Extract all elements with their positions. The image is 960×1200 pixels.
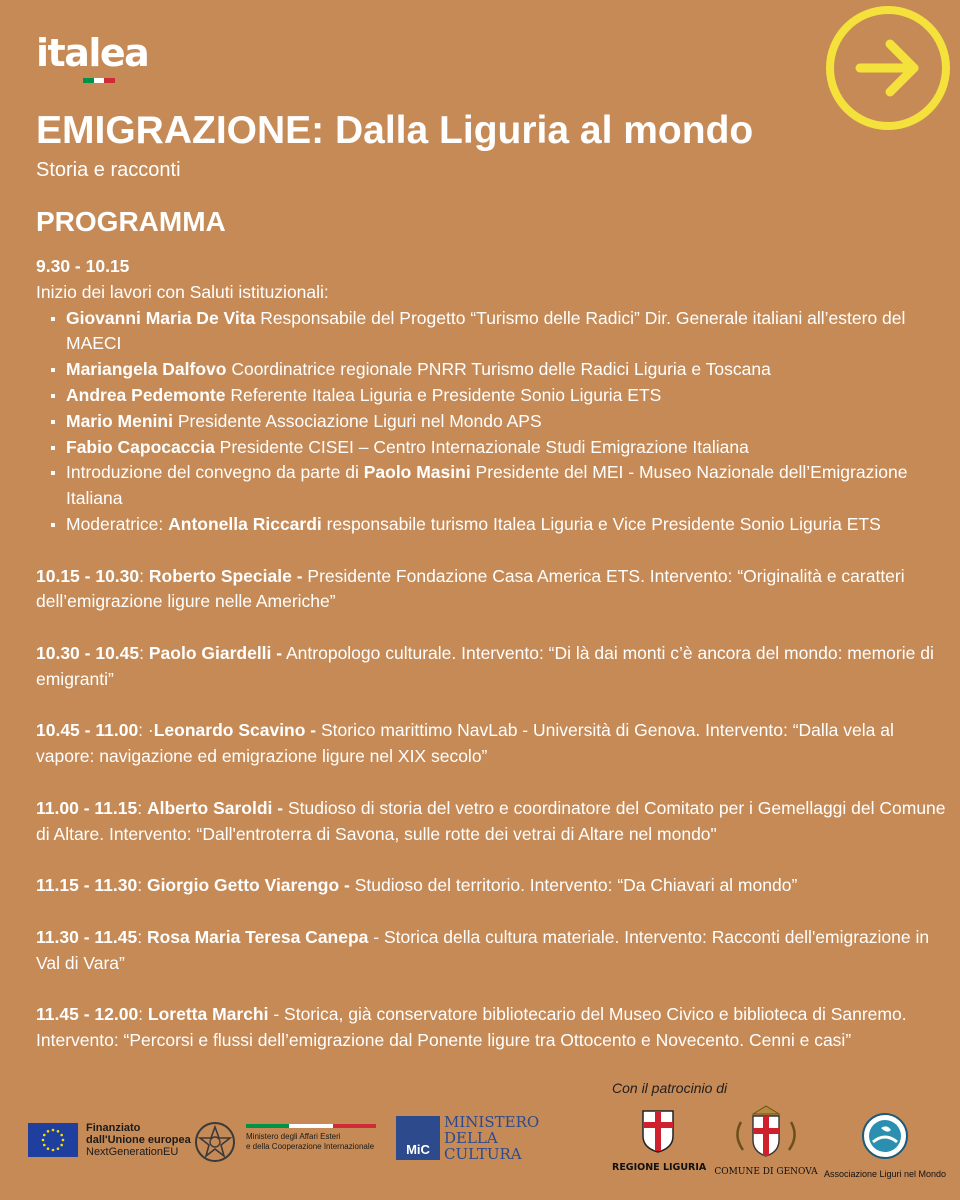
- session-time: 11.15 - 11.30: [36, 875, 138, 896]
- speaker-name: Fabio Capocaccia: [66, 436, 215, 457]
- speaker-name: Paolo Giardelli -: [148, 642, 283, 663]
- comune-genova-logo: [711, 1102, 821, 1177]
- session-entry: 11.30 - 11.45: Rosa Maria Teresa Canepa - Storica della cultura materiale. Intervento: Racconti dell'emigrazione in Val di Vara”: [36, 926, 930, 973]
- list-item: Moderatrice: Antonella Riccardi responsabile turismo Italea Liguria e Vice Presidente Sonio Liguria ETS: [36, 512, 952, 538]
- eu-flag-icon: [28, 1123, 78, 1157]
- list-item: Andrea Pedemonte Referente Italea Liguria e Presidente Sonio Liguria ETS: [36, 383, 952, 409]
- regione-label: REGIONE LIGURIA: [612, 1162, 707, 1173]
- page-subtitle: Storia e racconti: [36, 159, 181, 181]
- speaker-name: Mariangela Dalfovo: [66, 359, 227, 380]
- mic-logo: [396, 1114, 539, 1162]
- mic-text: MINISTERO DELLA CULTURA: [444, 1113, 540, 1163]
- speaker-name: Giorgio Getto Viarengo -: [146, 875, 350, 896]
- list-item: Fabio Capocaccia Presidente CISEI – Centro Internazionale Studi Emigrazione Italiana: [36, 435, 952, 461]
- list-item: Giovanni Maria De Vita Responsabile del Progetto “Turismo delle Radici” Dir. Generale italiani all’estero del MAECI: [36, 306, 952, 358]
- session-entry: 10.30 - 10.45: Paolo Giardelli - Antropologo culturale. Intervento: “Di là dai monti c’è ancora del mondo: memorie di emigranti”: [36, 642, 934, 689]
- list-item: Introduzione del convegno da parte di Paolo Masini Presidente del MEI - Museo Nazionale dell’Emigrazione Italiana: [36, 460, 952, 512]
- session-time: 11.45 - 12.00: [36, 1004, 139, 1025]
- session-time: 10.30 - 10.45: [36, 642, 140, 663]
- maeci-text: Ministero degli Affari Esteri e della Cooperazione Internazionale: [246, 1132, 375, 1151]
- speaker-name: Roberto Speciale -: [148, 565, 303, 586]
- opening-list: [36, 306, 952, 538]
- speaker-name: Andrea Pedemonte: [66, 384, 226, 405]
- regione-liguria-logo: [612, 1108, 707, 1173]
- speaker-name: Loretta Marchi: [147, 1004, 269, 1025]
- liguri-label: Associazione Liguri nel Mondo: [823, 1169, 947, 1179]
- opening-intro: Inizio dei lavori con Saluti istituzionali:: [36, 281, 329, 302]
- session-time: 11.30 - 11.45: [36, 926, 138, 947]
- italian-flag-icon: [83, 78, 115, 83]
- list-item: Mariangela Dalfovo Coordinatrice regionale PNRR Turismo delle Radici Liguria e Toscana: [36, 357, 952, 383]
- session-entry: 11.00 - 11.15: Alberto Saroldi - Studioso di storia del vetro e coordinatore del Comitato per i Gemellaggi del Comune di Altare. Intervento: “Dall'entroterra di Savona, sulle rotte dei vetrai di Altare nel mondo": [36, 797, 946, 844]
- mic-badge: MiC: [396, 1116, 440, 1160]
- eu-text: Finanziato dall'Unione europea NextGenerationEU: [86, 1122, 191, 1158]
- regione-liguria-shield-icon: [640, 1108, 676, 1154]
- liguri-nel-mondo-logo: [820, 1112, 950, 1179]
- italian-republic-emblem-icon: [193, 1118, 237, 1166]
- italian-flag-icon: [246, 1124, 376, 1128]
- session-entry: 11.15 - 11.30: Giorgio Getto Viarengo - Studioso del territorio. Intervento: “Da Chiavari al mondo”: [36, 875, 798, 896]
- speaker-name: Leonardo Scavino -: [153, 720, 317, 741]
- session-time: 10.15 - 10.30: [36, 565, 140, 586]
- session-time: 11.00 - 11.15: [36, 797, 138, 818]
- session-time: 10.45 - 11.00: [36, 720, 139, 741]
- session-entry: 10.45 - 11.00: ·Leonardo Scavino - Storico marittimo NavLab - Università di Genova. Intervento: “Dalla vela al vapore: navigazione ed emigrazione ligure nel XIX secolo”: [36, 720, 894, 767]
- page-title: EMIGRAZIONE: Dalla Liguria al mondo: [36, 109, 754, 152]
- speaker-name: Rosa Maria Teresa Canepa: [146, 926, 369, 947]
- program: [36, 254, 952, 1054]
- maeci-logo: [246, 1124, 380, 1152]
- genova-label: COMUNE DI GENOVA: [714, 1167, 818, 1177]
- eu-funding-logo: [28, 1122, 191, 1158]
- session-entry: 11.45 - 12.00: Loretta Marchi - Storica, già conservatore bibliotecario del Museo Civico e biblioteca di Sanremo. Intervento: “Percorsi e flussi dell’emigrazione dal Ponente ligure tra Ottocento e Novecento. Cenni e casi”: [36, 1004, 907, 1050]
- speaker-name: Alberto Saroldi -: [146, 797, 284, 818]
- italea-logo: [36, 31, 149, 83]
- speaker-name: Giovanni Maria De Vita: [66, 307, 256, 328]
- session-entry: 10.15 - 10.30: Roberto Speciale - Presidente Fondazione Casa America ETS. Intervento: “Originalità e caratteri dell’emigrazione ligure nelle Americhe”: [36, 565, 905, 612]
- patrocinio-label: Con il patrocinio di: [612, 1080, 728, 1096]
- liguri-nel-mondo-globe-icon: [861, 1112, 909, 1160]
- logo-text: italea: [36, 31, 149, 75]
- speaker-name: Mario Menini: [66, 410, 173, 431]
- speaker-name: Paolo Masini: [363, 462, 471, 483]
- opening-time: 9.30 - 10.15: [36, 256, 130, 276]
- arrow-right-circle-icon[interactable]: [824, 4, 952, 132]
- list-item: Mario Menini Presidente Associazione Liguri nel Mondo APS: [36, 409, 952, 435]
- speaker-name: Antonella Riccardi: [168, 513, 322, 534]
- section-heading: PROGRAMMA: [36, 206, 226, 237]
- genova-coat-of-arms-icon: [731, 1102, 801, 1160]
